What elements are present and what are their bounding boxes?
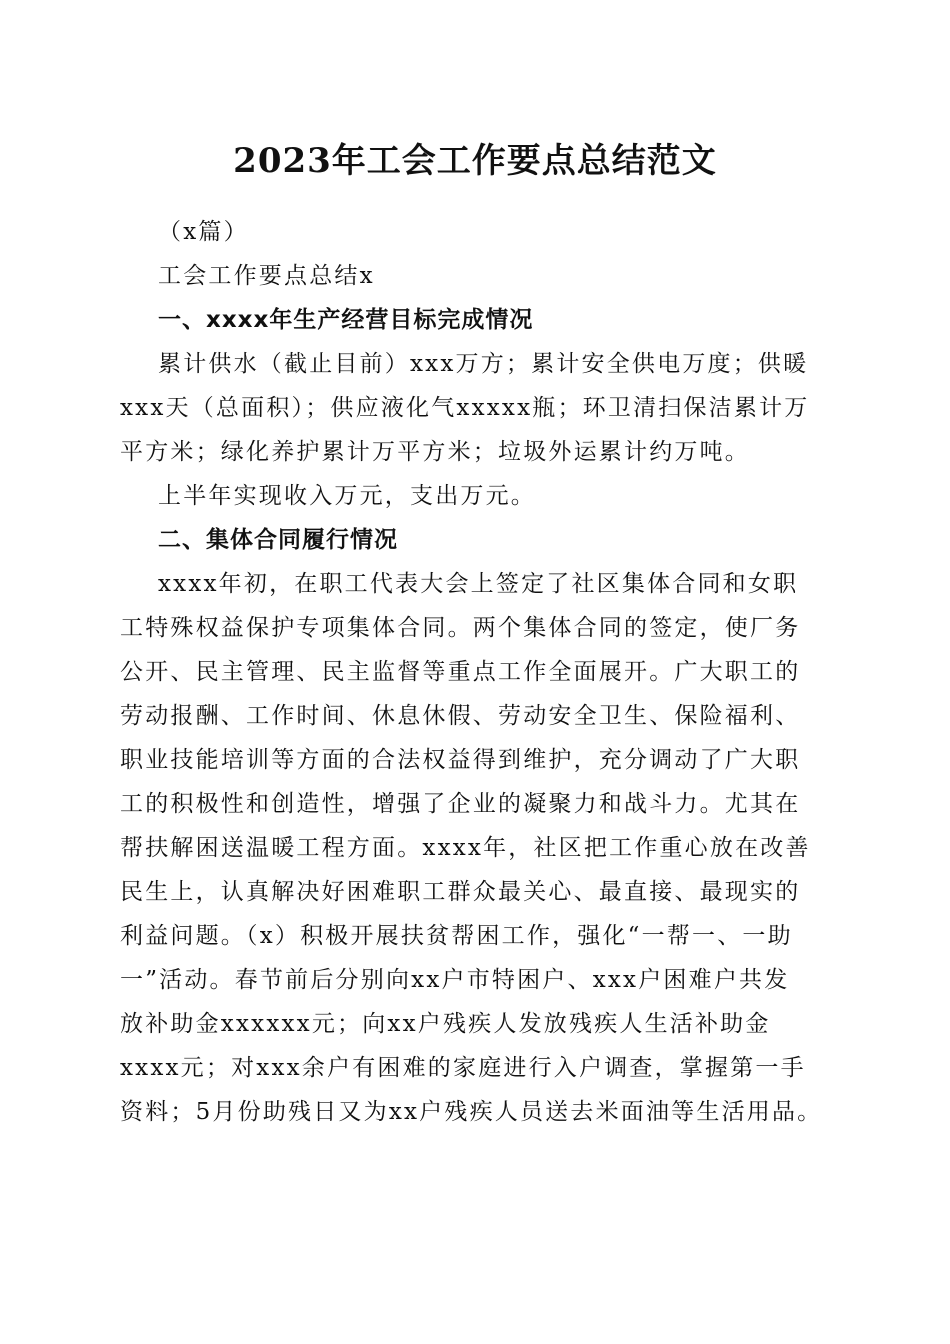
- subtitle-count: （x篇）: [158, 219, 249, 245]
- body-line: 帮扶解困送温暖工程方面。xxxx年，社区把工作重心放在改善: [120, 835, 811, 861]
- document-title: 2023年工会工作要点总结范文: [233, 141, 717, 181]
- body-line: 平方米；绿化养护累计万平方米；垃圾外运累计约万吨。: [120, 439, 750, 465]
- body-line: 职业技能培训等方面的合法权益得到维护，充分调动了广大职: [120, 747, 801, 773]
- section-subtitle: 工会工作要点总结x: [158, 263, 375, 289]
- body-line: xxx天（总面积）；供应液化气xxxxx瓶；环卫清扫保洁累计万: [120, 395, 810, 421]
- body-line: xxxx元；对xxx余户有困难的家庭进行入户调查，掌握第一手: [120, 1055, 806, 1081]
- body-line: 利益问题。（x）积极开展扶贫帮困工作，强化“一帮一、一助: [120, 923, 793, 949]
- document-body: [120, 210, 832, 1134]
- body-line: 一”活动。春节前后分别向xx户市特困户、xxx户困难户共发: [120, 967, 790, 993]
- body-line: xxxx年初，在职工代表大会上签定了社区集体合同和女职: [158, 571, 799, 597]
- section-heading-2: 二、集体合同履行情况: [158, 527, 398, 553]
- section-heading-1: 一、xxxx年生产经营目标完成情况: [158, 307, 534, 333]
- body-line: 劳动报酬、工作时间、休息休假、劳动安全卫生、保险福利、: [120, 703, 801, 729]
- body-line: 工特殊权益保护专项集体合同。两个集体合同的签定，使厂务: [120, 615, 801, 641]
- body-line: 民生上，认真解决好困难职工群众最关心、最直接、最现实的: [120, 879, 801, 905]
- income-line: 上半年实现收入万元，支出万元。: [158, 483, 536, 509]
- body-line: 工的积极性和创造性，增强了企业的凝聚力和战斗力。尤其在: [120, 791, 801, 817]
- body-line: 资料；5月份助残日又为xx户残疾人员送去米面油等生活用品。: [120, 1099, 823, 1125]
- body-line: 放补助金xxxxxx元；向xx户残疾人发放残疾人生活补助金: [120, 1011, 771, 1037]
- body-line: 累计供水（截止目前）xxx万方；累计安全供电万度；供暖: [158, 351, 809, 377]
- body-line: 公开、民主管理、民主监督等重点工作全面展开。广大职工的: [120, 659, 801, 685]
